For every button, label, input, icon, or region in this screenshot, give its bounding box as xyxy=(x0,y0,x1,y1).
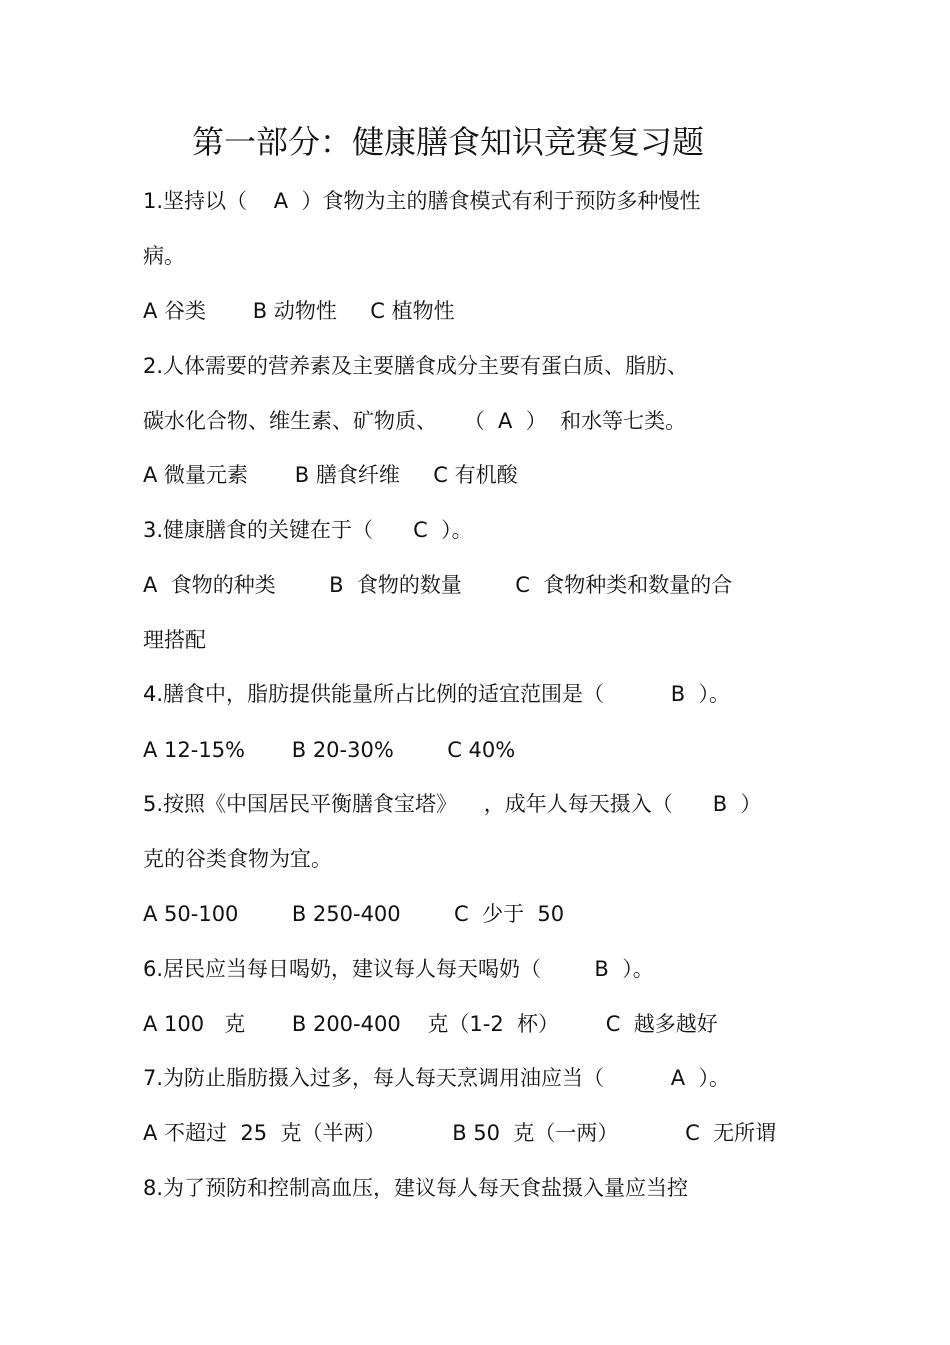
question-4-options: A 12-15% B 20-30% C 40% xyxy=(143,738,516,762)
question-3-options: A 食物的种类 B 食物的数量 C 食物种类和数量的合 xyxy=(143,573,733,597)
question-6-stem: 6.居民应当每日喝奶，建议每人每天喝奶（ B ）。 xyxy=(143,957,654,981)
question-3-options-continued: 理搭配 xyxy=(143,628,206,652)
question-2-stem: 2.人体需要的营养素及主要膳食成分主要有蛋白质、脂肪、 xyxy=(143,354,689,378)
question-5-options: A 50-100 B 250-400 C 少于 50 xyxy=(143,902,565,926)
page-title: 第一部分：健康膳食知识竞赛复习题 xyxy=(191,123,704,161)
question-4-stem: 4.膳食中，脂肪提供能量所占比例的适宜范围是（ B ）。 xyxy=(143,682,731,706)
question-7-stem: 7.为防止脂肪摄入过多，每人每天烹调用油应当（ A ）。 xyxy=(143,1066,731,1090)
question-6-options: A 100 克 B 200-400 克（1-2 杯） C 越多越好 xyxy=(143,1012,718,1036)
question-7-options: A 不超过 25 克（半两） B 50 克（一两） C 无所谓 xyxy=(143,1121,777,1145)
question-1-stem: 1.坚持以（ A ）食物为主的膳食模式有利于预防多种慢性 xyxy=(143,189,701,213)
question-2-stem-continued: 碳水化合物、维生素、矿物质、 （ A ） 和水等七类。 xyxy=(143,409,687,433)
question-2-options: A 微量元素 B 膳食纤维 C 有机酸 xyxy=(143,463,518,487)
question-5-stem-continued: 克的谷类食物为宜。 xyxy=(143,847,332,871)
question-3-stem: 3.健康膳食的关键在于（ C ）。 xyxy=(143,518,473,542)
question-8-stem: 8.为了预防和控制高血压，建议每人每天食盐摄入量应当控 xyxy=(143,1176,689,1200)
question-1-stem-continued: 病。 xyxy=(143,244,185,268)
question-5-stem: 5.按照《中国居民平衡膳食宝塔》 ，成年人每天摄入（ B ） xyxy=(143,792,762,816)
question-1-options: A 谷类 B 动物性 C 植物性 xyxy=(143,299,455,323)
